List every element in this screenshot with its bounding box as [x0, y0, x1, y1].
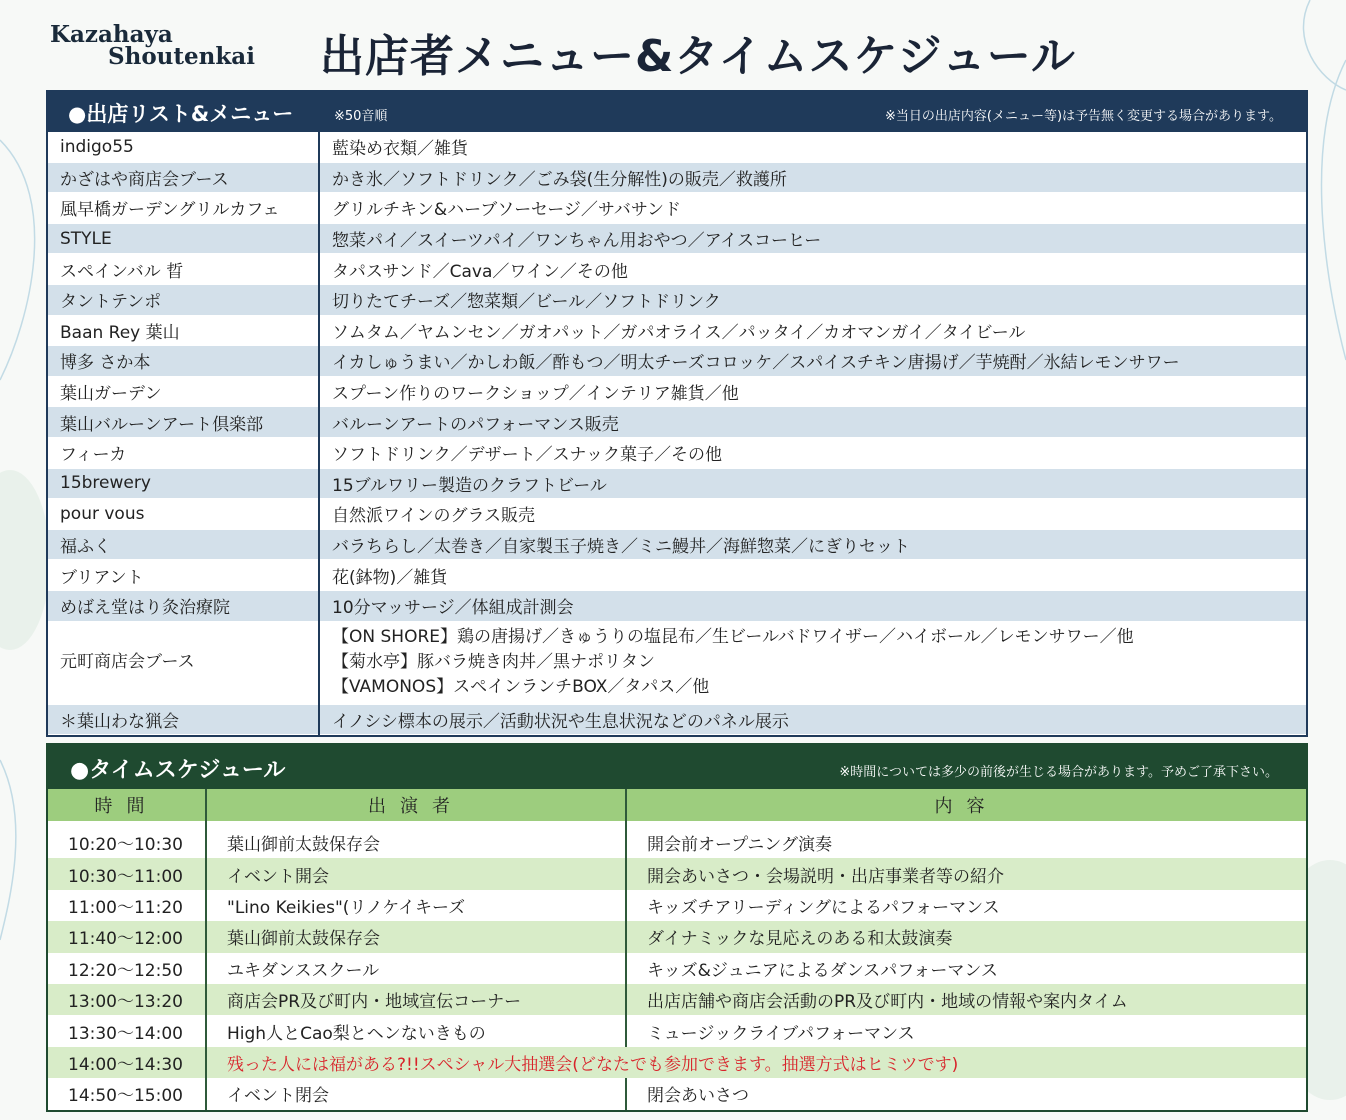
schedule-title: ●タイムスケジュール [70, 758, 286, 783]
schedule-performer: 葉山御前太鼓保存会 [206, 821, 626, 858]
brand-logo [50, 21, 255, 70]
vendor-name: pour vous [48, 499, 319, 530]
vendor-name: 葉山ガーデン [48, 376, 319, 407]
vendor-items [319, 162, 1306, 193]
vendor-items [319, 223, 1306, 254]
vendor-row [48, 193, 1306, 224]
vendor-items [319, 529, 1306, 560]
vendor-menu-note: ※当日の出店内容(メニュー等)は予告無く変更する場合があります。 [885, 109, 1282, 124]
vendor-name: 元町商店会ブース [48, 621, 319, 704]
vendor-row [48, 162, 1306, 193]
vendor-item-line: 【VAMONOS】スペインランチBOX／タパス／他 [332, 677, 710, 697]
schedule-row [48, 1078, 1306, 1109]
vendor-menu-section [46, 90, 1308, 737]
schedule-column-headers [48, 789, 1306, 821]
brand-line1: Kazahaya [50, 21, 173, 48]
vendor-row [48, 621, 1306, 704]
vendor-item-line: イノシシ標本の展示／活動状況や生息状況などのパネル展示 [332, 711, 789, 732]
vendor-row [48, 407, 1306, 438]
column-header-performer: 出演者 [206, 789, 626, 821]
vendor-row [48, 499, 1306, 530]
vendor-name: Baan Rey 葉山 [48, 315, 319, 346]
vendor-item-line: 惣菜パイ／スイーツパイ／ワンちゃん用おやつ／アイスコーヒー [332, 231, 822, 252]
vendor-item-line: 藍染め衣類／雑貨 [332, 139, 468, 160]
page-title: 出店者メニュー&タイムスケジュール [320, 31, 1076, 82]
vendor-item-line: 花(鉢物)／雑貨 [332, 567, 448, 588]
schedule-note: ※時間については多少の前後が生じる場合があります。予めご了承下さい。 [839, 765, 1278, 780]
schedule-content: 開会前オープニング演奏 [647, 835, 832, 856]
vendor-row [48, 468, 1306, 499]
schedule-special-event: 残った人には福がある?!!スペシャル大抽選会(どなたでも参加できます。抽選方式はヒミツです) [206, 1047, 1306, 1078]
vendor-item-line: バラちらし／太巻き／自家製玉子焼き／ミニ鰻丼／海鮮惣菜／にぎりセット [332, 537, 910, 558]
vendor-items [319, 284, 1306, 315]
vendor-table [48, 132, 1306, 735]
schedule-performer: 商店会PR及び町内・地域宣伝コーナー [206, 984, 626, 1015]
vendor-item-line: グリルチキン&ハーブソーセージ／サバサンド [332, 200, 682, 221]
vendor-items [319, 621, 1306, 704]
vendor-item-line: 自然派ワインのグラス販売 [332, 506, 535, 527]
brand-line2: Shoutenkai [108, 43, 255, 70]
vendor-items [319, 499, 1306, 530]
schedule-time: 11:40〜12:00 [48, 921, 206, 952]
vendor-items [319, 468, 1306, 499]
vendor-name: 風早橋ガーデングリルカフェ [48, 193, 319, 224]
schedule-content: ミュージックライブパフォーマンス [647, 1023, 915, 1044]
schedule-row [48, 821, 1306, 858]
vendor-menu-subtitle: ※50音順 [334, 109, 388, 124]
schedule-row [48, 984, 1306, 1015]
vendor-item-line: 切りたてチーズ／惣菜類／ビール／ソフトドリンク [332, 292, 721, 313]
vendor-name: ＊葉山わな猟会 [48, 704, 319, 735]
time-schedule-section [46, 743, 1308, 1112]
vendor-item-line: 【ON SHORE】鶏の唐揚げ／きゅうりの塩昆布／生ビールバドワイザー／ハイボール／レモンサワー／他 [332, 627, 1134, 647]
vendor-row [48, 254, 1306, 285]
vendor-name: 博多 さか本 [48, 346, 319, 377]
vendor-name: STYLE [48, 223, 319, 254]
vendor-item-line: ソフトドリンク／デザート／スナック菓子／その他 [332, 445, 722, 466]
vendor-item-line: バルーンアートのパフォーマンス販売 [332, 414, 619, 435]
column-header-content: 内容 [626, 789, 1306, 821]
schedule-time: 10:30〜11:00 [48, 858, 206, 889]
schedule-performer: ユキダンススクール [206, 953, 626, 984]
schedule-performer: イベント開会 [206, 858, 626, 889]
vendor-items [319, 590, 1306, 621]
column-header-time: 時間 [48, 789, 206, 821]
vendor-name: ブリアント [48, 560, 319, 591]
vendor-items [319, 254, 1306, 285]
schedule-content: キッズ&ジュニアによるダンスパフォーマンス [647, 960, 998, 981]
schedule-time: 11:00〜11:20 [48, 890, 206, 921]
schedule-performer: "Lino Keikies"(リノケイキーズ [206, 890, 626, 921]
vendor-items [319, 132, 1306, 162]
vendor-items [319, 704, 1306, 735]
schedule-time: 13:00〜13:20 [48, 984, 206, 1015]
page-header [50, 18, 1150, 88]
vendor-items [319, 437, 1306, 468]
vendor-name: indigo55 [48, 132, 319, 162]
vendor-menu-header [48, 92, 1306, 132]
vendor-item-line: スプーン作りのワークショップ／インテリア雑貨／他 [332, 384, 739, 405]
schedule-content: 出店店舗や商店会活動のPR及び町内・地域の情報や案内タイム [626, 984, 1306, 1015]
vendor-row [48, 132, 1306, 162]
schedule-table [48, 789, 1306, 1110]
vendor-name: めばえ堂はり灸治療院 [48, 590, 319, 621]
schedule-row [48, 953, 1306, 984]
vendor-item-line: タパスサンド／Cava／ワイン／その他 [332, 261, 628, 282]
vendor-row [48, 284, 1306, 315]
schedule-time: 10:20〜10:30 [48, 821, 206, 858]
vendor-item-line: かき氷／ソフトドリンク／ごみ袋(生分解性)の販売／救護所 [332, 169, 787, 190]
schedule-time: 12:20〜12:50 [48, 953, 206, 984]
vendor-item-line: ソムタム／ヤムンセン／ガオパット／ガパオライス／パッタイ／カオマンガイ／タイビール [332, 322, 1026, 343]
vendor-item-line: イカしゅうまい／かしわ飯／酢もつ／明太チーズコロッケ／スパイスチキン唐揚げ／芋焼酎／氷結レモンサワー [332, 353, 1180, 374]
schedule-row [48, 1047, 1306, 1078]
schedule-performer: High人とCao梨とヘンないきもの [206, 1015, 626, 1046]
vendor-row [48, 223, 1306, 254]
vendor-menu-title: ●出店リスト&メニュー [68, 102, 294, 126]
vendor-row [48, 346, 1306, 377]
vendor-row [48, 437, 1306, 468]
vendor-item-line: 【菊水亭】豚バラ焼き肉丼／黒ナポリタン [332, 652, 655, 672]
vendor-item-line: 15ブルワリー製造のクラフトビール [332, 475, 607, 496]
vendor-row [48, 560, 1306, 591]
vendor-name: タントテンポ [48, 284, 319, 315]
schedule-performer: イベント閉会 [206, 1078, 626, 1109]
vendor-items [319, 346, 1306, 377]
schedule-content: キッズチアリーディングによるパフォーマンス [647, 897, 1000, 918]
schedule-content: ダイナミックな見応えのある和太鼓演奏 [626, 921, 1306, 952]
vendor-name: スペインバル 晢 [48, 254, 319, 285]
schedule-row [48, 921, 1306, 952]
vendor-name: 福ふく [48, 529, 319, 560]
vendor-items [319, 407, 1306, 438]
schedule-time: 14:50〜15:00 [48, 1078, 206, 1109]
vendor-items [319, 193, 1306, 224]
schedule-row [48, 858, 1306, 889]
vendor-row [48, 315, 1306, 346]
vendor-items [319, 315, 1306, 346]
schedule-performer: 葉山御前太鼓保存会 [206, 921, 626, 952]
vendor-name: かざはや商店会ブース [48, 162, 319, 193]
vendor-name: 葉山バルーンアート倶楽部 [48, 407, 319, 438]
vendor-row [48, 704, 1306, 735]
schedule-header [48, 745, 1306, 789]
vendor-items [319, 560, 1306, 591]
vendor-name: 15brewery [48, 468, 319, 499]
vendor-row [48, 376, 1306, 407]
vendor-name: フィーカ [48, 437, 319, 468]
vendor-items [319, 376, 1306, 407]
vendor-item-line: 10分マッサージ／体組成計測会 [332, 598, 574, 619]
schedule-time: 13:30〜14:00 [48, 1015, 206, 1046]
schedule-row [48, 1015, 1306, 1046]
schedule-content: 閉会あいさつ [647, 1086, 749, 1107]
schedule-time: 14:00〜14:30 [48, 1047, 206, 1078]
schedule-row [48, 890, 1306, 921]
vendor-row [48, 590, 1306, 621]
vendor-row [48, 529, 1306, 560]
schedule-content: 開会あいさつ・会場説明・出店事業者等の紹介 [626, 858, 1306, 889]
